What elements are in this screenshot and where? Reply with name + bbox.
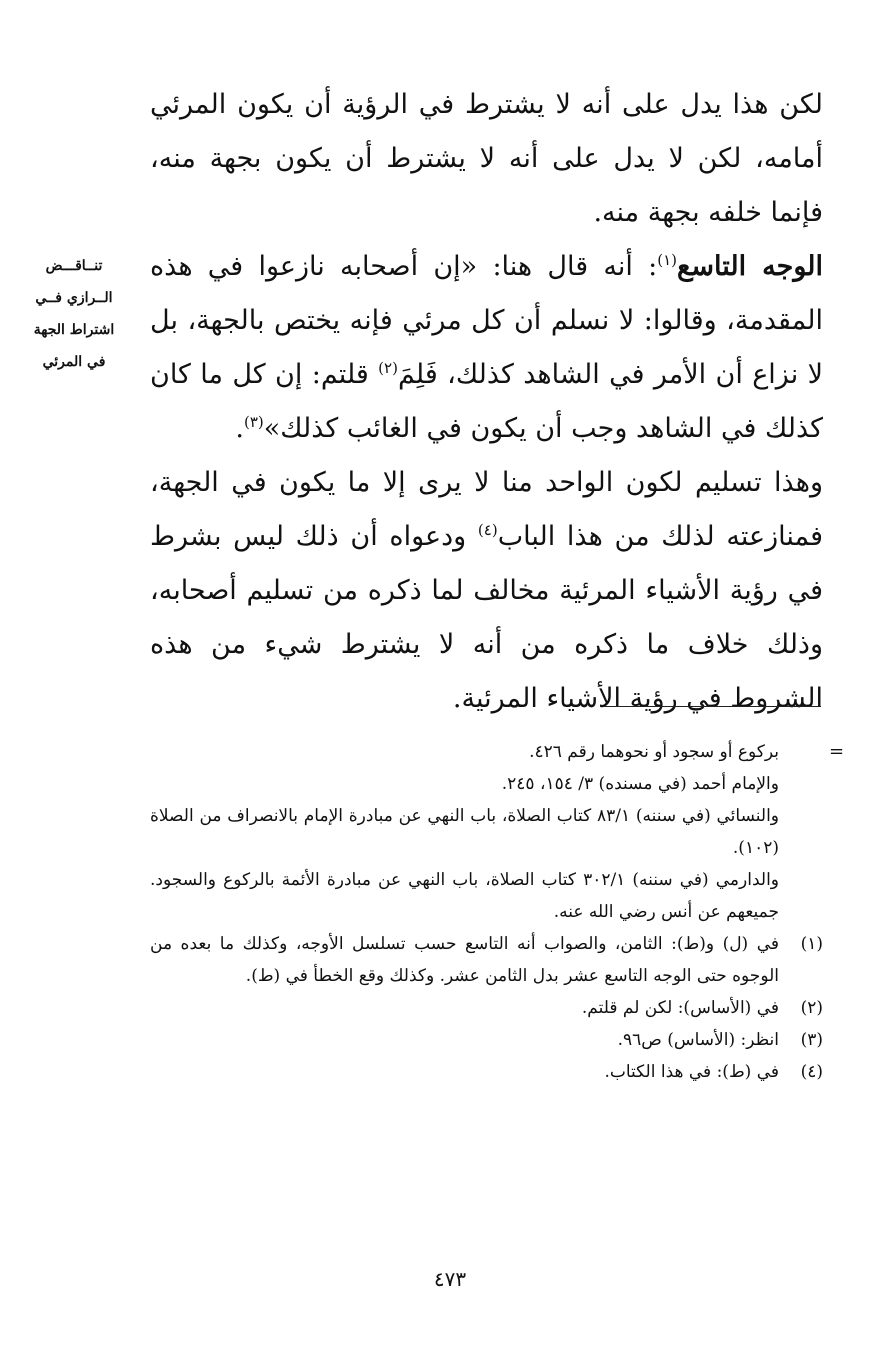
footnote-marker bbox=[779, 736, 823, 928]
footnote-ref-3[interactable]: (٣) bbox=[243, 413, 264, 431]
margin-note-line: الــرازي فــي bbox=[35, 290, 113, 306]
margin-note-line: تنــاقـــض bbox=[45, 258, 103, 274]
footnote-body: في (ل) و(ط): الثامن، والصواب أنه التاسع حسب تسلسل الأوجه، وكذلك ما بعده من الوجوه حتى الوجه التاسع عشر بدل الثامن عشر. وكذلك وقع الخطأ في (ط). bbox=[150, 934, 779, 986]
paragraph-3 bbox=[150, 456, 823, 726]
footnotes bbox=[150, 736, 823, 1088]
margin-note-line: اشتراط الجهة bbox=[33, 322, 115, 338]
margin-note bbox=[26, 250, 122, 378]
paragraph-1: لكن هذا يدل على أنه لا يشترط في الرؤية أن يكون المرئي أمامه، لكن لا يدل على أنه لا يشترط أن يكون بجهة منه، فإنما خلفه بجهة منه. bbox=[150, 89, 823, 228]
paragraph-3-text-a: وهذا تسليم لكون الواحد منا لا يرى إلا ما يكون في الجهة، فمنازعته لذلك من هذا الباب bbox=[150, 467, 824, 552]
footnote-marker: (٤) bbox=[800, 1062, 823, 1082]
paragraph-2 bbox=[150, 240, 823, 456]
footnote-line: والدارمي (في سننه) ٣٠٢/١ كتاب الصلاة، باب النهي عن مبادرة الأئمة بالركوع والسجود. جميعهم عن أنس رضي الله عنه. bbox=[150, 870, 779, 922]
section-heading: الوجه التاسع bbox=[677, 251, 823, 282]
paragraph-2-text-a: : أنه قال هنا: «إن أصحابه نازعوا في هذه المقدمة، وقالوا: لا نسلم أن كل مرئي فإنه يختص بالجهة، بل لا نزاع أن الأمر في الشاهد كذلك، فَلِمَ bbox=[150, 251, 823, 390]
main-text bbox=[150, 78, 823, 726]
continuation-mark: = bbox=[829, 741, 845, 762]
margin-note-line: في المرئي bbox=[42, 354, 106, 370]
footnote-continuation bbox=[150, 736, 823, 928]
footnote-body: في (ط): في هذا الكتاب. bbox=[604, 1062, 779, 1082]
page-number: ٤٧٣ bbox=[433, 1267, 467, 1291]
footnote-4 bbox=[150, 1056, 823, 1088]
footnote-line: والنسائي (في سننه) ٨٣/١ كتاب الصلاة، باب النهي عن مبادرة الإمام بالانصراف من الصلاة (١٠٢). bbox=[150, 806, 779, 858]
paragraph-3-text-b: ودعواه أن ذلك ليس بشرط في رؤية الأشياء المرئية مخالف لما ذكره من تسليم أصحابه، وذلك خلاف ما ذكره من أنه لا يشترط شيء من هذه الشروط في رؤية الأشياء المرئية. bbox=[150, 521, 823, 714]
footnote-ref-2[interactable]: (٢) bbox=[378, 359, 398, 377]
footnote-body: انظر: (الأساس) ص٩٦. bbox=[617, 1030, 779, 1050]
footnote-marker: (٣) bbox=[800, 1030, 823, 1050]
footnote-separator bbox=[603, 706, 821, 707]
footnote-body: في (الأساس): لكن لم قلتم. bbox=[581, 998, 779, 1018]
paragraph-2-text-c: . bbox=[235, 413, 244, 444]
footnote-3 bbox=[150, 1024, 823, 1056]
footnote-marker: (١) bbox=[800, 934, 823, 954]
footnote-body bbox=[150, 736, 779, 928]
footnote-line: بركوع أو سجود أو نحوهما رقم ٤٢٦. bbox=[529, 742, 779, 762]
footnote-1 bbox=[150, 928, 823, 992]
footnote-2 bbox=[150, 992, 823, 1024]
footnote-ref-4[interactable]: (٤) bbox=[477, 521, 498, 539]
footnote-ref-1[interactable]: (١) bbox=[657, 251, 677, 269]
footnote-line: والإمام أحمد (في مسنده) ٣/ ١٥٤، ٢٤٥. bbox=[501, 774, 779, 794]
footnote-marker: (٢) bbox=[800, 998, 823, 1018]
paragraph-2-text-b: قلتم: إن كل ما كان كذلك في الشاهد وجب أن يكون في الغائب كذلك» bbox=[150, 359, 823, 444]
